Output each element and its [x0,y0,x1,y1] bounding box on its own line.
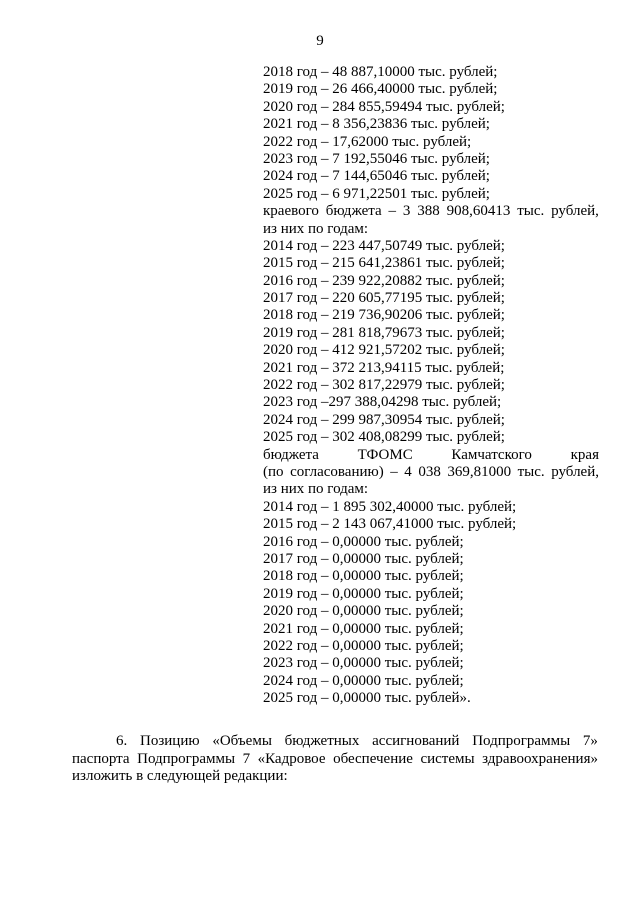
federal-year-lines [263,64,599,203]
year-amount-line: 2018 год – 0,00000 тыс. рублей; [263,568,464,585]
tfoms-budget-title [263,447,599,464]
year-amount-line: 2019 год – 281 818,79673 тыс. рублей; [263,324,505,341]
year-amount-line: 2021 год – 8 356,23836 тыс. рублей; [263,116,490,133]
word: – [390,463,398,480]
item-6-line-3: изложить в следующей редакции: [72,768,288,785]
year-amount-line: 2021 год – 0,00000 тыс. рублей; [263,620,464,637]
year-amount-line: 2025 год – 0,00000 тыс. рублей». [263,690,471,707]
word: 038 [418,463,441,480]
year-amount-line: 2024 год – 7 144,65046 тыс. рублей; [263,168,490,185]
regional-budget-total [263,203,599,220]
year-amount-line: 2019 год – 0,00000 тыс. рублей; [263,585,464,602]
year-amount-line: 2018 год – 48 887,10000 тыс. рублей; [263,64,498,80]
word: ассигнований [372,733,460,749]
year-amount-line: 2025 год – 6 971,22501 тыс. рублей; [263,185,490,202]
word: Позицию [140,733,200,749]
word: «Объемы [212,733,272,749]
word: бюджетных [284,733,360,749]
regional-by-years-label: из них по годам: [263,220,369,237]
year-amount-line: 2022 год – 302 817,22979 тыс. рублей; [263,377,505,394]
word: 7» [582,733,598,749]
word: – [388,203,397,220]
word: (по [263,463,284,480]
year-amount-line: 2016 год – 0,00000 тыс. рублей; [263,533,464,550]
year-amount-line: 2021 год – 372 213,94115 тыс. рублей; [263,359,505,376]
item-6-line-1 [72,733,598,751]
word: «Кадровое [257,750,326,767]
year-amount-line: 2020 год – 412 921,57202 тыс. рублей; [263,342,505,359]
year-amount-line: 2023 год – 0,00000 тыс. рублей; [263,655,464,672]
year-amount-line: 2023 год – 7 192,55046 тыс. рублей; [263,150,490,167]
word: Подпрограммы [137,750,236,767]
word: ТФОМС [357,446,413,463]
year-amount-line: 2024 год – 299 987,30954 тыс. рублей; [263,411,505,428]
year-amount-line: 2018 год – 219 736,90206 тыс. рублей; [263,307,505,324]
funding-column [263,64,599,707]
word: 6. [116,733,128,749]
word: обеспечение [333,750,413,767]
word: Подпрограммы [472,733,571,749]
year-amount-line: 2023 год –297 388,04298 тыс. рублей; [263,394,502,411]
item-6-paragraph [72,733,598,786]
word: 7 [242,750,251,767]
page-number: 9 [316,33,324,49]
word: рублей, [551,203,599,220]
year-amount-line: 2022 год – 0,00000 тыс. рублей; [263,637,464,654]
year-amount-line: 2022 год – 17,62000 тыс. рублей; [263,133,472,150]
word: краевого [263,203,319,220]
word: здравоохранения» [482,750,598,767]
word: 369,81000 [447,463,512,480]
word: края [570,446,599,463]
year-amount-line: 2020 год – 284 855,59494 тыс. рублей; [263,98,505,115]
regional-budget-header [263,203,599,238]
word: 3 [402,203,411,220]
year-amount-line: 2017 год – 0,00000 тыс. рублей; [263,550,464,567]
year-amount-line: 2020 год – 0,00000 тыс. рублей; [263,603,464,620]
word: паспорта [72,750,130,767]
word: тыс. [517,203,545,220]
word: 908,60413 [446,203,511,220]
year-amount-line: 2014 год – 223 447,50749 тыс. рублей; [263,237,505,254]
item-6-line-2 [72,751,598,769]
word: согласованию) [290,463,384,480]
word: системы [420,750,475,767]
tfoms-budget-total [263,464,599,481]
year-amount-line: 2015 год – 215 641,23861 тыс. рублей; [263,255,505,272]
year-amount-line: 2015 год – 2 143 067,41000 тыс. рублей; [263,516,517,533]
word: тыс. [517,463,545,480]
tfoms-budget-header [263,447,599,499]
year-amount-line: 2016 год – 239 922,20882 тыс. рублей; [263,272,505,289]
word: рублей, [551,463,599,480]
tfoms-year-lines [263,499,599,708]
year-amount-line: 2017 год – 220 605,77195 тыс. рублей; [263,290,505,307]
word: 4 [404,463,412,480]
word: Камчатского [451,446,532,463]
tfoms-by-years-label: из них по годам: [263,481,369,498]
year-amount-line: 2019 год – 26 466,40000 тыс. рублей; [263,81,498,98]
word: бюджета [325,203,382,220]
regional-year-lines [263,238,599,447]
year-amount-line: 2025 год – 302 408,08299 тыс. рублей; [263,429,505,446]
year-amount-line: 2014 год – 1 895 302,40000 тыс. рублей; [263,498,517,515]
word: 388 [417,203,440,220]
word: бюджета [263,446,319,463]
year-amount-line: 2024 год – 0,00000 тыс. рублей; [263,672,464,689]
